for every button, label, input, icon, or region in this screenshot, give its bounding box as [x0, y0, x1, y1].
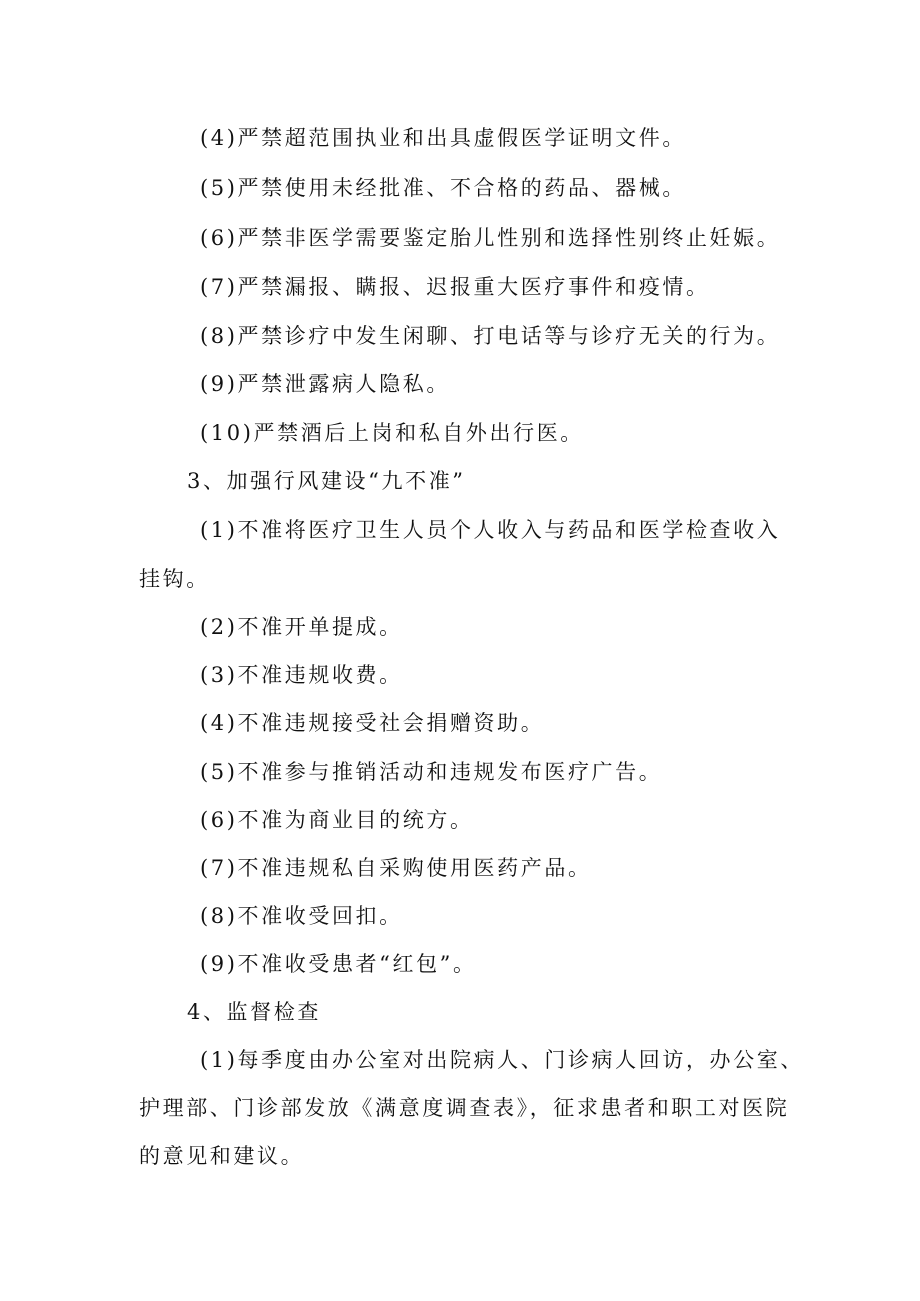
text-line: (1)每季度由办公室对出院病人、门诊病人回访，办公室、	[200, 1048, 804, 1072]
text-line: (7)严禁漏报、瞒报、迟报重大医疗事件和疫情。	[200, 275, 710, 299]
text-line: (5)严禁使用未经批准、不合格的药品、器械。	[200, 176, 686, 200]
section-heading: 3、加强行风建设“九不准”	[187, 469, 466, 493]
text-line: (9)不准收受患者“红包”。	[200, 952, 477, 976]
text-line: (4)严禁超范围执业和出具虚假医学证明文件。	[200, 126, 686, 150]
text-line: (1)不准将医疗卫生人员个人收入与药品和医学检查收入	[200, 518, 781, 542]
text-line: 挂钩。	[139, 567, 210, 591]
text-line: 的意见和建议。	[139, 1144, 305, 1168]
text-line: (6)严禁非医学需要鉴定胎儿性别和选择性别终止妊娠。	[200, 226, 781, 250]
text-line: (8)不准收受回扣。	[200, 904, 403, 928]
text-line: (5)不准参与推销活动和违规发布医疗广告。	[200, 760, 663, 784]
text-line: (7)不准违规私自采购使用医药产品。	[200, 856, 592, 880]
text-line: 护理部、门诊部发放《满意度调查表》，征求患者和职工对医院	[139, 1096, 790, 1120]
text-line: (8)严禁诊疗中发生闲聊、打电话等与诊疗无关的行为。	[200, 324, 781, 348]
section-heading: 4、监督检查	[187, 1000, 321, 1024]
text-line: (3)不准违规收费。	[200, 663, 403, 687]
text-line: (10)严禁酒后上岗和私自外出行医。	[200, 421, 584, 445]
text-line: (6)不准为商业目的统方。	[200, 808, 474, 832]
text-line: (9)严禁泄露病人隐私。	[200, 372, 450, 396]
text-line: (2)不准开单提成。	[200, 615, 403, 639]
text-line: (4)不准违规接受社会捐赠资助。	[200, 711, 545, 735]
